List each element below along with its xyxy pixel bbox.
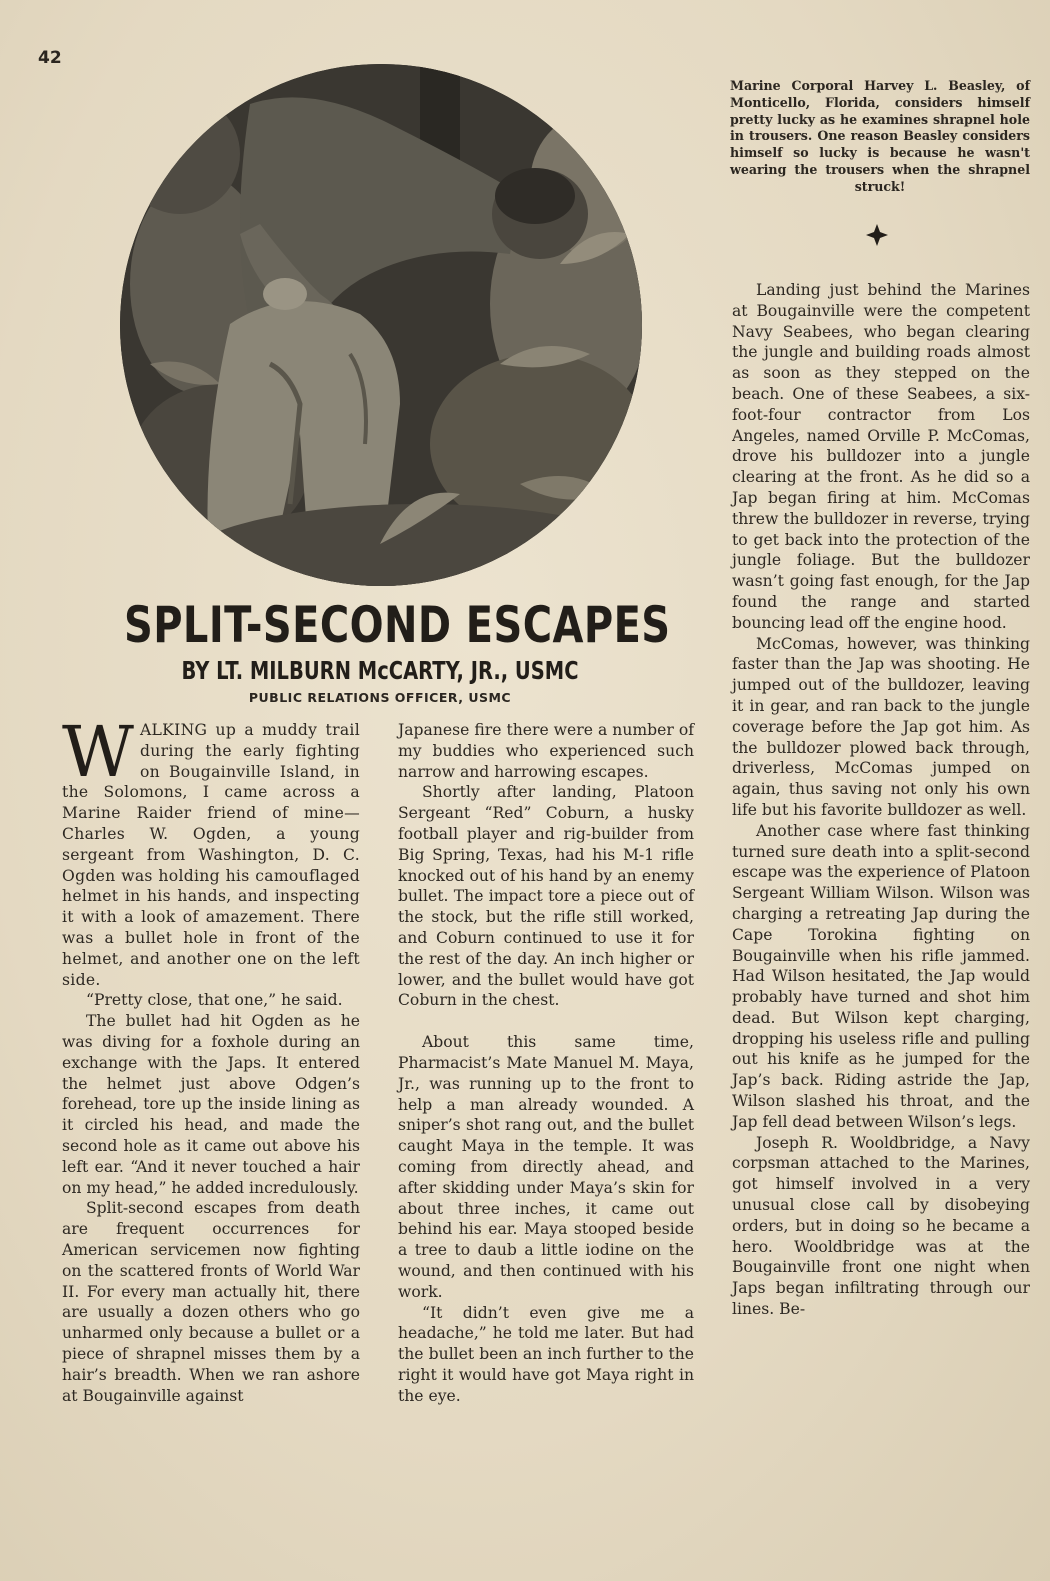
author-title: PUBLIC RELATIONS OFFICER, USMC bbox=[248, 690, 512, 705]
drop-cap: W bbox=[62, 711, 134, 793]
article-paragraph: The bullet had hit Ogden as he was diving for a foxhole during an exchange with the Japs. It entered the helmet just above Odgen’s forehead, tore up the inside lining as it circled his head, and made the second hole as it came out above his left ear. “And it never touched a hair on my head,” he added incredulously. bbox=[62, 1012, 360, 1197]
article-paragraph: Landing just behind the Marines at Bougainville were the competent Navy Seabees, who began clearing the jungle and building roads almost as soon as they stepped on the beach. One of these Seabees, a six-foot-four contractor from Los Angeles, named Orville P. McComas, drove his bulldozer into a jungle clearing at the front. As he did so a Jap began firing at him. McComas threw the bulldozer in reverse, trying to get back into the protection of the jungle foliage. But the bulldozer wasn’t going fast enough, for the Jap found the range and started bouncing lead off the engine hood. bbox=[732, 281, 1030, 632]
marine-examining-trousers-photo bbox=[120, 64, 642, 586]
photo-caption: Marine Corporal Harvey L. Beasley, of Monticello, Florida, considers himself pretty lucky as he examines shrapnel hole in trousers. One reason Beasley considers himself so lucky is because he wasn't wearing the trousers when the shrapnel struck! bbox=[730, 78, 1030, 194]
article-paragraph: Another case where fast thinking turned sure death into a split-second escape was the experience of Platoon Sergeant William Wilson. Wilson was charging a retreating Jap during the Cape Torokina fighting on Bougainville when his rifle jammed. Had Wilson hesitated, the Jap would probably have turned and shot him dead. But Wilson kept charging, dropping his useless rifle and pulling out his knife as he jumped for the Jap’s back. Riding astride the Jap, Wilson slashed his throat, and the Jap fell dead between Wilson’s legs. bbox=[732, 821, 1030, 1131]
article-paragraph: Joseph R. Wooldbridge, a Navy corpsman attached to the Marines, got himself involved in a very unusual close call by disobeying orders, but in doing so he became a hero. Wooldbridge was at the Bougainville front one night when Japs began infiltrating through our lines. Be- bbox=[732, 1133, 1030, 1319]
article-headline: SPLIT-SECOND ESCAPES bbox=[124, 596, 671, 654]
diamond-ornament-icon bbox=[866, 224, 888, 246]
article-paragraph: McComas, however, was thinking faster than the Jap was shooting. He jumped out of the bulldozer, leaving it in gear, and ran back to the jungle coverage before the Jap got him. As the bulldozer plowed back through, driverless, McComas jumped on again, thus saving not only his own life but his favorite bulldozer as well. bbox=[732, 634, 1030, 819]
article-column-2 bbox=[398, 720, 694, 1407]
article-paragraph: “Pretty close, that one,” he said. bbox=[86, 991, 343, 1010]
article-column-1 bbox=[62, 711, 360, 1406]
article-byline: BY LT. MILBURN McCARTY, JR., USMC bbox=[181, 656, 579, 685]
article-paragraph: “It didn’t even give me a headache,” he told me later. But had the bullet been an inch further to the right it would have got Maya right in the eye. bbox=[398, 1303, 694, 1405]
article-column-3 bbox=[732, 280, 1030, 1320]
photo-illustration bbox=[120, 64, 642, 586]
page-number: 42 bbox=[38, 48, 62, 68]
article-paragraph: Japanese fire there were a number of my buddies who experienced such narrow and harrowing escapes. bbox=[398, 721, 694, 781]
article-paragraph: Split-second escapes from death are frequent occurrences for American servicemen now fighting on the scattered fronts of World War II. For every man actually hit, there are usually a dozen others who go unharmed only because a bullet or a piece of shrapnel misses them by a hair’s breadth. When we ran ashore at Bougainville against bbox=[62, 1199, 360, 1405]
article-paragraph: WALKING up a muddy trail during the early fighting on Bougainville Island, in the Solomons, I came across a Marine Raider friend of mine—Charles W. Ogden, a young sergeant from Washington, D. C. Ogden was holding his camouflaged helmet in his hands, and inspecting it with a look of amazement. There was a bullet hole in front of the helmet, and another one on the left side. bbox=[62, 711, 360, 989]
article-paragraph: Shortly after landing, Platoon Sergeant “Red” Coburn, a husky football player and rig-builder from Big Spring, Texas, had his M-1 rifle knocked out of his hand by an enemy bullet. The impact tore a piece out of the stock, but the rifle still worked, and Coburn continued to use it for the rest of the day. An inch higher or lower, and the bullet would have got Coburn in the chest. bbox=[398, 783, 694, 1010]
article-paragraph: About this same time, Pharmacist’s Mate Manuel M. Maya, Jr., was running up to the front to help a man already wounded. A sniper’s shot rang out, and the bullet caught Maya in the temple. It was coming from directly ahead, and after skidding under Maya’s skin for about three inches, it came out behind his ear. Maya stooped beside a tree to daub a little iodine on the wound, and then continued with his work. bbox=[398, 1033, 694, 1301]
